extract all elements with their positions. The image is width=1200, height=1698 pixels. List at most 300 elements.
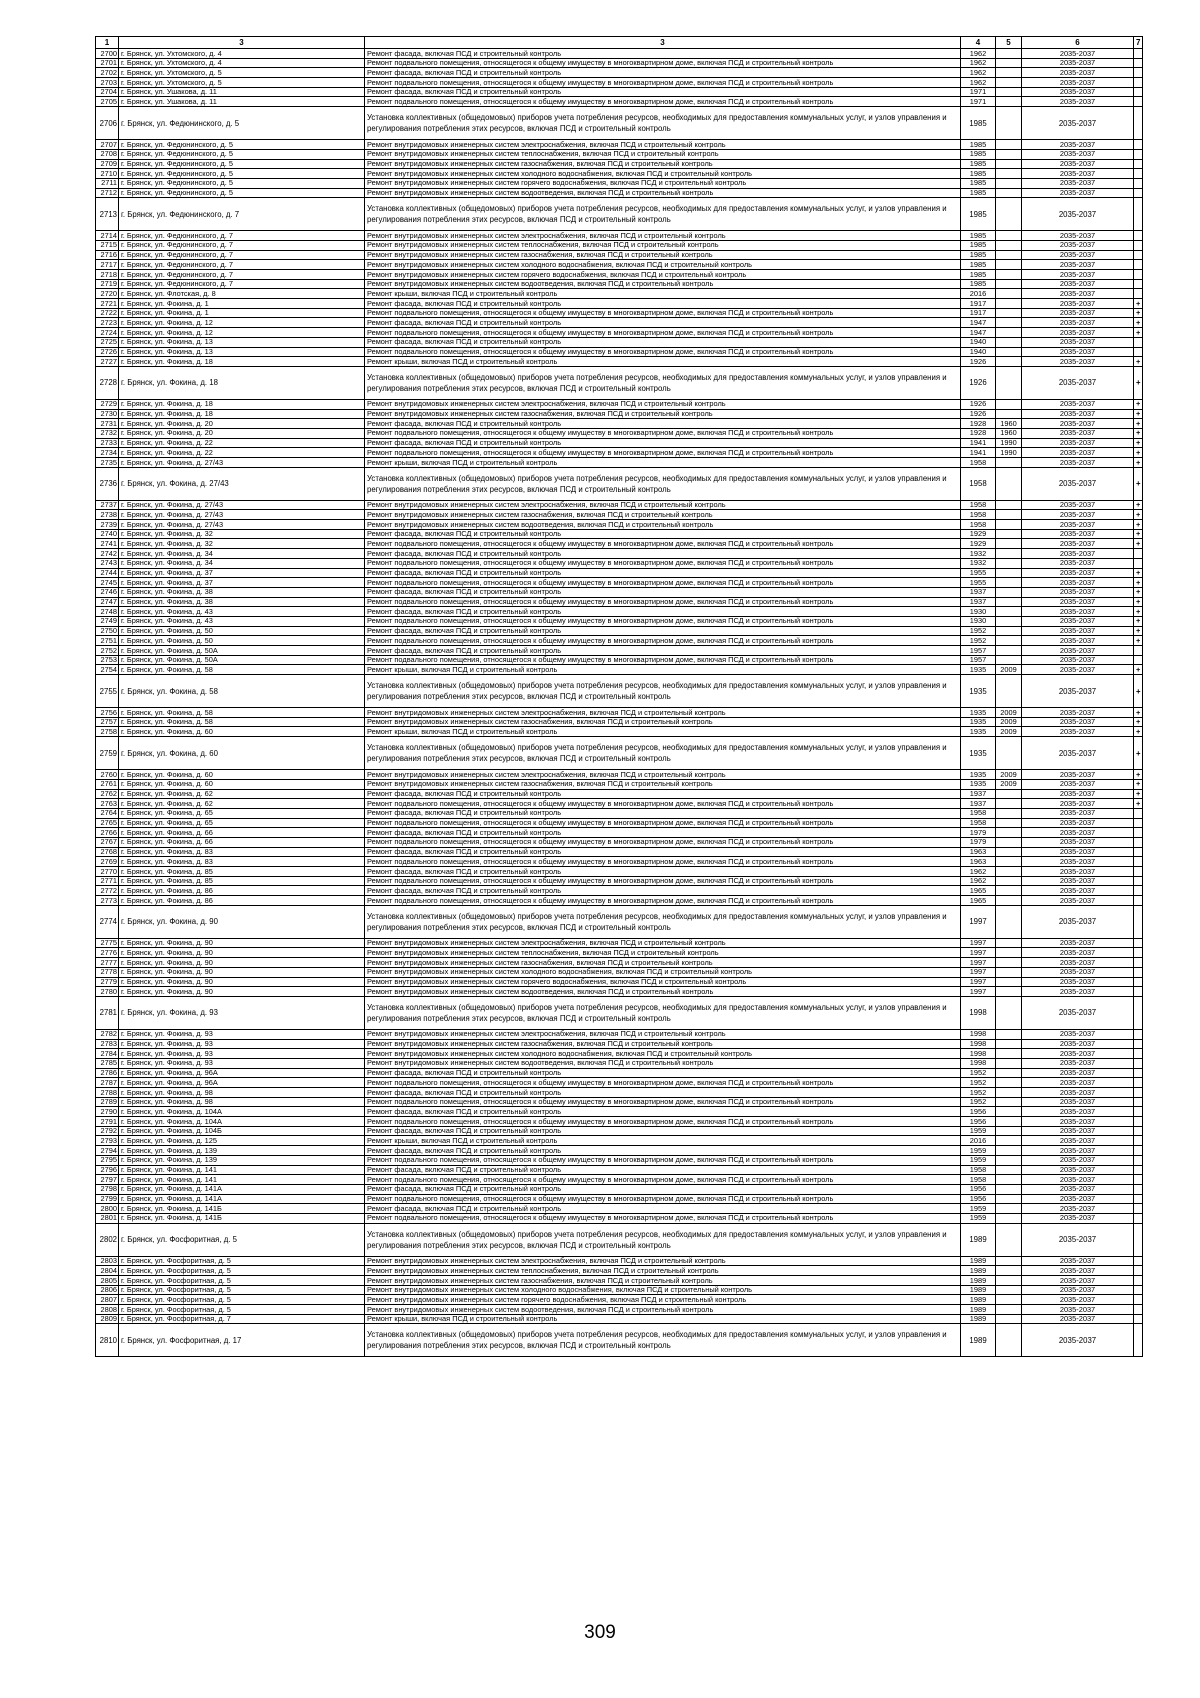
cell-overhaul-year — [996, 347, 1022, 357]
cell-row-number: 2789 — [96, 1097, 119, 1107]
table-row — [96, 977, 1143, 987]
cell-address: г. Брянск, ул. Фокина, д. 93 — [119, 1039, 365, 1049]
cell-address: г. Брянск, ул. Федюнинского, д. 5 — [119, 169, 365, 179]
cell-mark: + — [1134, 438, 1143, 448]
table-row — [96, 1126, 1143, 1136]
cell-work-type: Установка коллективных (общедомовых) приборов учета потребления ресурсов, необходимых для предоставления коммунальных услуг, и узлов управления и регулирования потребления этих ресурсов, включая ПСД и строительный контроль — [365, 107, 961, 140]
cell-overhaul-year — [996, 279, 1022, 289]
cell-period: 2035-2037 — [1022, 996, 1134, 1029]
cell-built-year: 1997 — [961, 967, 996, 977]
cell-row-number: 2770 — [96, 867, 119, 877]
cell-period: 2035-2037 — [1022, 1184, 1134, 1194]
cell-built-year: 1989 — [961, 1256, 996, 1266]
cell-address: г. Брянск, ул. Фокина, д. 98 — [119, 1088, 365, 1098]
cell-mark: + — [1134, 636, 1143, 646]
cell-overhaul-year — [996, 1276, 1022, 1286]
cell-mark — [1134, 808, 1143, 818]
cell-row-number: 2706 — [96, 107, 119, 140]
cell-overhaul-year — [996, 837, 1022, 847]
table-body — [96, 49, 1143, 1357]
cell-period: 2035-2037 — [1022, 1155, 1134, 1165]
cell-mark — [1134, 1305, 1143, 1315]
cell-row-number: 2700 — [96, 49, 119, 59]
cell-built-year: 1935 — [961, 665, 996, 675]
table-row — [96, 857, 1143, 867]
cell-period: 2035-2037 — [1022, 328, 1134, 338]
cell-overhaul-year — [996, 867, 1022, 877]
cell-overhaul-year — [996, 799, 1022, 809]
cell-period: 2035-2037 — [1022, 737, 1134, 770]
cell-work-type: Ремонт внутридомовых инженерных систем электроснабжения, включая ПСД и строительный контроль — [365, 140, 961, 150]
cell-period: 2035-2037 — [1022, 1146, 1134, 1156]
header-col-overhaul-year: 5 — [996, 37, 1022, 49]
cell-period: 2035-2037 — [1022, 938, 1134, 948]
cell-work-type: Ремонт внутридомовых инженерных систем газоснабжения, включая ПСД и строительный контроль — [365, 510, 961, 520]
cell-mark — [1134, 1155, 1143, 1165]
cell-overhaul-year: 1990 — [996, 438, 1022, 448]
cell-work-type: Ремонт подвального помещения, относящегося к общему имуществу в многоквартирном доме, включая ПСД и строительный контроль — [365, 97, 961, 107]
cell-built-year: 1935 — [961, 717, 996, 727]
cell-mark — [1134, 828, 1143, 838]
cell-address: г. Брянск, ул. Фокина, д. 27/43 — [119, 520, 365, 530]
cell-mark — [1134, 87, 1143, 97]
cell-period: 2035-2037 — [1022, 1194, 1134, 1204]
table-row — [96, 1078, 1143, 1088]
cell-mark — [1134, 1276, 1143, 1286]
cell-address: г. Брянск, ул. Фокина, д. 86 — [119, 896, 365, 906]
cell-row-number: 2739 — [96, 520, 119, 530]
cell-work-type: Ремонт внутридомовых инженерных систем теплоснабжения, включая ПСД и строительный контроль — [365, 1266, 961, 1276]
cell-built-year: 1962 — [961, 68, 996, 78]
cell-mark: + — [1134, 467, 1143, 500]
cell-address: г. Брянск, ул. Фосфоритная, д. 5 — [119, 1256, 365, 1266]
cell-work-type: Ремонт внутридомовых инженерных систем горячего водоснабжения, включая ПСД и строительный контроль — [365, 178, 961, 188]
cell-address: г. Брянск, ул. Фокина, д. 50А — [119, 655, 365, 665]
cell-period: 2035-2037 — [1022, 1175, 1134, 1185]
table-row — [96, 646, 1143, 656]
cell-period: 2035-2037 — [1022, 789, 1134, 799]
cell-address: г. Брянск, ул. Ухтомского, д. 5 — [119, 78, 365, 88]
table-row — [96, 1068, 1143, 1078]
cell-built-year: 1956 — [961, 1107, 996, 1117]
cell-row-number: 2737 — [96, 500, 119, 510]
cell-address: г. Брянск, ул. Фокина, д. 62 — [119, 789, 365, 799]
cell-mark: + — [1134, 568, 1143, 578]
cell-period: 2035-2037 — [1022, 68, 1134, 78]
cell-address: г. Брянск, ул. Федюнинского, д. 5 — [119, 149, 365, 159]
cell-row-number: 2785 — [96, 1058, 119, 1068]
cell-work-type: Ремонт подвального помещения, относящегося к общему имуществу в многоквартирном доме, включая ПСД и строительный контроль — [365, 347, 961, 357]
cell-period: 2035-2037 — [1022, 558, 1134, 568]
cell-work-type: Ремонт фасада, включая ПСД и строительный контроль — [365, 808, 961, 818]
cell-row-number: 2755 — [96, 675, 119, 708]
cell-built-year: 1985 — [961, 178, 996, 188]
cell-overhaul-year — [996, 308, 1022, 318]
cell-mark: + — [1134, 510, 1143, 520]
cell-work-type: Ремонт внутридомовых инженерных систем электроснабжения, включая ПСД и строительный контроль — [365, 500, 961, 510]
cell-overhaul-year — [996, 1058, 1022, 1068]
cell-built-year: 1985 — [961, 140, 996, 150]
cell-overhaul-year — [996, 159, 1022, 169]
cell-mark — [1134, 1029, 1143, 1039]
table-row — [96, 140, 1143, 150]
cell-work-type: Ремонт внутридомовых инженерных систем электроснабжения, включая ПСД и строительный контроль — [365, 1256, 961, 1266]
cell-work-type: Ремонт фасада, включая ПСД и строительный контроль — [365, 626, 961, 636]
cell-overhaul-year: 1990 — [996, 448, 1022, 458]
cell-address: г. Брянск, ул. Фокина, д. 90 — [119, 948, 365, 958]
cell-row-number: 2771 — [96, 876, 119, 886]
cell-address: г. Брянск, ул. Федюнинского, д. 5 — [119, 188, 365, 198]
cell-overhaul-year — [996, 366, 1022, 399]
cell-overhaul-year — [996, 58, 1022, 68]
table-row — [96, 260, 1143, 270]
cell-address: г. Брянск, ул. Фокина, д. 90 — [119, 977, 365, 987]
table-row — [96, 1223, 1143, 1256]
cell-work-type: Ремонт подвального помещения, относящегося к общему имуществу в многоквартирном доме, включая ПСД и строительный контроль — [365, 1194, 961, 1204]
table-row — [96, 847, 1143, 857]
cell-mark: + — [1134, 770, 1143, 780]
table-row — [96, 1146, 1143, 1156]
cell-overhaul-year — [996, 905, 1022, 938]
table-row — [96, 948, 1143, 958]
table-row — [96, 568, 1143, 578]
cell-period: 2035-2037 — [1022, 646, 1134, 656]
cell-period: 2035-2037 — [1022, 987, 1134, 997]
table-row — [96, 231, 1143, 241]
cell-overhaul-year: 1960 — [996, 419, 1022, 429]
cell-mark — [1134, 1039, 1143, 1049]
cell-overhaul-year — [996, 140, 1022, 150]
cell-work-type: Ремонт подвального помещения, относящегося к общему имуществу в многоквартирном доме, включая ПСД и строительный контроль — [365, 578, 961, 588]
table-row — [96, 558, 1143, 568]
cell-period: 2035-2037 — [1022, 1324, 1134, 1357]
table-row — [96, 270, 1143, 280]
table-row — [96, 178, 1143, 188]
table-row — [96, 1058, 1143, 1068]
cell-overhaul-year — [996, 1068, 1022, 1078]
table-row — [96, 996, 1143, 1029]
cell-row-number: 2779 — [96, 977, 119, 987]
cell-period: 2035-2037 — [1022, 1204, 1134, 1214]
table-row — [96, 1256, 1143, 1266]
cell-row-number: 2711 — [96, 178, 119, 188]
cell-row-number: 2781 — [96, 996, 119, 1029]
cell-address: г. Брянск, ул. Фокина, д. 104Б — [119, 1126, 365, 1136]
cell-period: 2035-2037 — [1022, 958, 1134, 968]
cell-address: г. Брянск, ул. Фокина, д. 66 — [119, 837, 365, 847]
cell-address: г. Брянск, ул. Ухтомского, д. 5 — [119, 68, 365, 78]
table-row — [96, 500, 1143, 510]
cell-row-number: 2806 — [96, 1285, 119, 1295]
cell-overhaul-year — [996, 520, 1022, 530]
cell-period: 2035-2037 — [1022, 665, 1134, 675]
cell-overhaul-year — [996, 149, 1022, 159]
cell-mark — [1134, 987, 1143, 997]
cell-work-type: Ремонт внутридомовых инженерных систем электроснабжения, включая ПСД и строительный контроль — [365, 1029, 961, 1039]
table-row — [96, 607, 1143, 617]
cell-period: 2035-2037 — [1022, 107, 1134, 140]
table-row — [96, 539, 1143, 549]
cell-built-year: 1997 — [961, 987, 996, 997]
cell-row-number: 2780 — [96, 987, 119, 997]
cell-built-year: 1959 — [961, 1213, 996, 1223]
cell-mark: + — [1134, 597, 1143, 607]
cell-row-number: 2776 — [96, 948, 119, 958]
cell-work-type: Ремонт подвального помещения, относящегося к общему имуществу в многоквартирном доме, включая ПСД и строительный контроль — [365, 448, 961, 458]
cell-period: 2035-2037 — [1022, 1107, 1134, 1117]
cell-work-type: Ремонт внутридомовых инженерных систем холодного водоснабжения, включая ПСД и строительный контроль — [365, 1049, 961, 1059]
cell-built-year: 2016 — [961, 289, 996, 299]
cell-work-type: Ремонт внутридомовых инженерных систем горячего водоснабжения, включая ПСД и строительный контроль — [365, 270, 961, 280]
cell-overhaul-year — [996, 107, 1022, 140]
table-row — [96, 1029, 1143, 1039]
cell-mark — [1134, 231, 1143, 241]
cell-work-type: Ремонт подвального помещения, относящегося к общему имуществу в многоквартирном доме, включая ПСД и строительный контроль — [365, 1078, 961, 1088]
cell-period: 2035-2037 — [1022, 1256, 1134, 1266]
cell-period: 2035-2037 — [1022, 1068, 1134, 1078]
cell-work-type: Ремонт подвального помещения, относящегося к общему имуществу в многоквартирном доме, включая ПСД и строительный контроль — [365, 58, 961, 68]
cell-period: 2035-2037 — [1022, 1285, 1134, 1295]
cell-mark — [1134, 78, 1143, 88]
cell-built-year: 1997 — [961, 948, 996, 958]
cell-overhaul-year — [996, 857, 1022, 867]
cell-period: 2035-2037 — [1022, 727, 1134, 737]
cell-mark: + — [1134, 458, 1143, 468]
cell-address: г. Брянск, ул. Фокина, д. 62 — [119, 799, 365, 809]
cell-work-type: Ремонт крыши, включая ПСД и строительный контроль — [365, 458, 961, 468]
cell-built-year: 1989 — [961, 1276, 996, 1286]
cell-row-number: 2714 — [96, 231, 119, 241]
cell-row-number: 2732 — [96, 428, 119, 438]
table-row — [96, 438, 1143, 448]
cell-row-number: 2709 — [96, 159, 119, 169]
cell-overhaul-year — [996, 1088, 1022, 1098]
cell-address: г. Брянск, ул. Фокина, д. 98 — [119, 1097, 365, 1107]
cell-row-number: 2742 — [96, 549, 119, 559]
cell-overhaul-year — [996, 1285, 1022, 1295]
cell-mark: + — [1134, 409, 1143, 419]
table-row — [96, 770, 1143, 780]
cell-work-type: Ремонт фасада, включая ПСД и строительный контроль — [365, 1184, 961, 1194]
cell-overhaul-year — [996, 958, 1022, 968]
cell-address: г. Брянск, ул. Фокина, д. 141Б — [119, 1204, 365, 1214]
cell-address: г. Брянск, ул. Флотская, д. 8 — [119, 289, 365, 299]
cell-mark — [1134, 1266, 1143, 1276]
cell-period: 2035-2037 — [1022, 1117, 1134, 1127]
table-row — [96, 87, 1143, 97]
cell-overhaul-year — [996, 1184, 1022, 1194]
cell-work-type: Ремонт внутридомовых инженерных систем электроснабжения, включая ПСД и строительный контроль — [365, 938, 961, 948]
table-row — [96, 409, 1143, 419]
cell-address: г. Брянск, ул. Фосфоритная, д. 5 — [119, 1295, 365, 1305]
cell-row-number: 2743 — [96, 558, 119, 568]
cell-period: 2035-2037 — [1022, 808, 1134, 818]
cell-built-year: 1952 — [961, 1097, 996, 1107]
cell-work-type: Ремонт подвального помещения, относящегося к общему имуществу в многоквартирном доме, включая ПСД и строительный контроль — [365, 857, 961, 867]
cell-period: 2035-2037 — [1022, 1213, 1134, 1223]
cell-overhaul-year — [996, 886, 1022, 896]
cell-row-number: 2729 — [96, 399, 119, 409]
cell-period: 2035-2037 — [1022, 675, 1134, 708]
cell-built-year: 1952 — [961, 626, 996, 636]
cell-row-number: 2705 — [96, 97, 119, 107]
cell-period: 2035-2037 — [1022, 289, 1134, 299]
cell-period: 2035-2037 — [1022, 308, 1134, 318]
cell-mark — [1134, 347, 1143, 357]
cell-address: г. Брянск, ул. Фокина, д. 104А — [119, 1107, 365, 1117]
cell-work-type: Ремонт фасада, включая ПСД и строительный контроль — [365, 299, 961, 309]
cell-row-number: 2746 — [96, 587, 119, 597]
cell-mark — [1134, 655, 1143, 665]
cell-address: г. Брянск, ул. Фокина, д. 60 — [119, 737, 365, 770]
cell-work-type: Ремонт фасада, включая ПСД и строительный контроль — [365, 529, 961, 539]
cell-built-year: 1962 — [961, 867, 996, 877]
cell-overhaul-year — [996, 1213, 1022, 1223]
cell-mark: + — [1134, 665, 1143, 675]
cell-row-number: 2738 — [96, 510, 119, 520]
cell-overhaul-year — [996, 260, 1022, 270]
header-col-mark: 7 — [1134, 37, 1143, 49]
cell-work-type: Ремонт фасада, включая ПСД и строительный контроль — [365, 587, 961, 597]
cell-work-type: Ремонт внутридомовых инженерных систем газоснабжения, включая ПСД и строительный контроль — [365, 1276, 961, 1286]
cell-period: 2035-2037 — [1022, 149, 1134, 159]
cell-built-year: 1955 — [961, 568, 996, 578]
cell-overhaul-year — [996, 337, 1022, 347]
cell-row-number: 2805 — [96, 1276, 119, 1286]
cell-work-type: Ремонт внутридомовых инженерных систем холодного водоснабжения, включая ПСД и строительный контроль — [365, 169, 961, 179]
cell-built-year: 1989 — [961, 1223, 996, 1256]
cell-mark — [1134, 1295, 1143, 1305]
cell-period: 2035-2037 — [1022, 1314, 1134, 1324]
table-row — [96, 837, 1143, 847]
cell-address: г. Брянск, ул. Ушакова, д. 11 — [119, 97, 365, 107]
cell-overhaul-year — [996, 270, 1022, 280]
cell-period: 2035-2037 — [1022, 1088, 1134, 1098]
cell-built-year: 1989 — [961, 1314, 996, 1324]
cell-mark: + — [1134, 500, 1143, 510]
cell-work-type: Установка коллективных (общедомовых) приборов учета потребления ресурсов, необходимых для предоставления коммунальных услуг, и узлов управления и регулирования потребления этих ресурсов, включая ПСД и строительный контроль — [365, 198, 961, 231]
cell-address: г. Брянск, ул. Фокина, д. 90 — [119, 967, 365, 977]
cell-period: 2035-2037 — [1022, 896, 1134, 906]
cell-work-type: Установка коллективных (общедомовых) приборов учета потребления ресурсов, необходимых для предоставления коммунальных услуг, и узлов управления и регулирования потребления этих ресурсов, включая ПСД и строительный контроль — [365, 366, 961, 399]
repair-schedule-table — [95, 36, 1143, 1357]
cell-mark — [1134, 240, 1143, 250]
table-row — [96, 529, 1143, 539]
table-row — [96, 428, 1143, 438]
cell-mark — [1134, 996, 1143, 1029]
cell-address: г. Брянск, ул. Ухтомского, д. 4 — [119, 49, 365, 59]
cell-work-type: Ремонт внутридомовых инженерных систем водоотведения, включая ПСД и строительный контроль — [365, 520, 961, 530]
cell-address: г. Брянск, ул. Фокина, д. 65 — [119, 808, 365, 818]
cell-built-year: 1956 — [961, 1117, 996, 1127]
cell-row-number: 2702 — [96, 68, 119, 78]
cell-overhaul-year — [996, 626, 1022, 636]
cell-built-year: 1989 — [961, 1305, 996, 1315]
cell-overhaul-year — [996, 1256, 1022, 1266]
cell-address: г. Брянск, ул. Фокина, д. 13 — [119, 337, 365, 347]
table-row — [96, 867, 1143, 877]
table-row — [96, 1324, 1143, 1357]
cell-built-year: 1998 — [961, 1029, 996, 1039]
cell-built-year: 1959 — [961, 1204, 996, 1214]
cell-work-type: Ремонт фасада, включая ПСД и строительный контроль — [365, 1107, 961, 1117]
cell-overhaul-year — [996, 399, 1022, 409]
cell-row-number: 2723 — [96, 318, 119, 328]
table-row — [96, 328, 1143, 338]
cell-work-type: Ремонт внутридомовых инженерных систем водоотведения, включая ПСД и строительный контроль — [365, 1305, 961, 1315]
page-number: 309 — [584, 1622, 616, 1643]
cell-mark: + — [1134, 308, 1143, 318]
cell-mark — [1134, 270, 1143, 280]
cell-period: 2035-2037 — [1022, 357, 1134, 367]
cell-period: 2035-2037 — [1022, 1058, 1134, 1068]
cell-work-type: Ремонт подвального помещения, относящегося к общему имуществу в многоквартирном доме, включая ПСД и строительный контроль — [365, 428, 961, 438]
cell-overhaul-year — [996, 558, 1022, 568]
cell-overhaul-year — [996, 607, 1022, 617]
cell-work-type: Ремонт фасада, включая ПСД и строительный контроль — [365, 789, 961, 799]
cell-mark — [1134, 1097, 1143, 1107]
header-col-built-year: 4 — [961, 37, 996, 49]
cell-built-year: 1928 — [961, 419, 996, 429]
table-row — [96, 818, 1143, 828]
cell-work-type: Ремонт фасада, включая ПСД и строительный контроль — [365, 646, 961, 656]
cell-work-type: Ремонт подвального помещения, относящегося к общему имуществу в многоквартирном доме, включая ПСД и строительный контроль — [365, 1117, 961, 1127]
cell-address: г. Брянск, ул. Федюнинского, д. 5 — [119, 178, 365, 188]
table-row — [96, 587, 1143, 597]
cell-overhaul-year: 2009 — [996, 770, 1022, 780]
cell-overhaul-year — [996, 178, 1022, 188]
cell-mark: + — [1134, 520, 1143, 530]
table-row — [96, 616, 1143, 626]
cell-mark: + — [1134, 717, 1143, 727]
cell-period: 2035-2037 — [1022, 299, 1134, 309]
cell-period: 2035-2037 — [1022, 857, 1134, 867]
cell-mark: + — [1134, 529, 1143, 539]
cell-mark: + — [1134, 357, 1143, 367]
cell-row-number: 2774 — [96, 905, 119, 938]
cell-row-number: 2756 — [96, 708, 119, 718]
cell-work-type: Ремонт фасада, включая ПСД и строительный контроль — [365, 1068, 961, 1078]
cell-address: г. Брянск, ул. Фокина, д. 93 — [119, 1029, 365, 1039]
table-row — [96, 1136, 1143, 1146]
cell-period: 2035-2037 — [1022, 78, 1134, 88]
cell-mark — [1134, 289, 1143, 299]
cell-period: 2035-2037 — [1022, 1165, 1134, 1175]
cell-address: г. Брянск, ул. Фокина, д. 38 — [119, 597, 365, 607]
cell-address: г. Брянск, ул. Фокина, д. 18 — [119, 366, 365, 399]
cell-row-number: 2784 — [96, 1049, 119, 1059]
cell-period: 2035-2037 — [1022, 140, 1134, 150]
cell-built-year: 1947 — [961, 318, 996, 328]
cell-address: г. Брянск, ул. Федюнинского, д. 5 — [119, 159, 365, 169]
cell-overhaul-year — [996, 318, 1022, 328]
cell-overhaul-year — [996, 1049, 1022, 1059]
cell-row-number: 2791 — [96, 1117, 119, 1127]
cell-address: г. Брянск, ул. Федюнинского, д. 5 — [119, 107, 365, 140]
cell-built-year: 1952 — [961, 1088, 996, 1098]
cell-work-type: Ремонт внутридомовых инженерных систем газоснабжения, включая ПСД и строительный контроль — [365, 409, 961, 419]
cell-overhaul-year — [996, 458, 1022, 468]
header-col-address: 3 — [119, 37, 365, 49]
table-row — [96, 97, 1143, 107]
cell-period: 2035-2037 — [1022, 1049, 1134, 1059]
cell-address: г. Брянск, ул. Фокина, д. 58 — [119, 675, 365, 708]
cell-address: г. Брянск, ул. Фокина, д. 1 — [119, 299, 365, 309]
cell-address: г. Брянск, ул. Фокина, д. 27/43 — [119, 458, 365, 468]
cell-row-number: 2795 — [96, 1155, 119, 1165]
cell-address: г. Брянск, ул. Фокина, д. 66 — [119, 828, 365, 838]
cell-mark — [1134, 159, 1143, 169]
